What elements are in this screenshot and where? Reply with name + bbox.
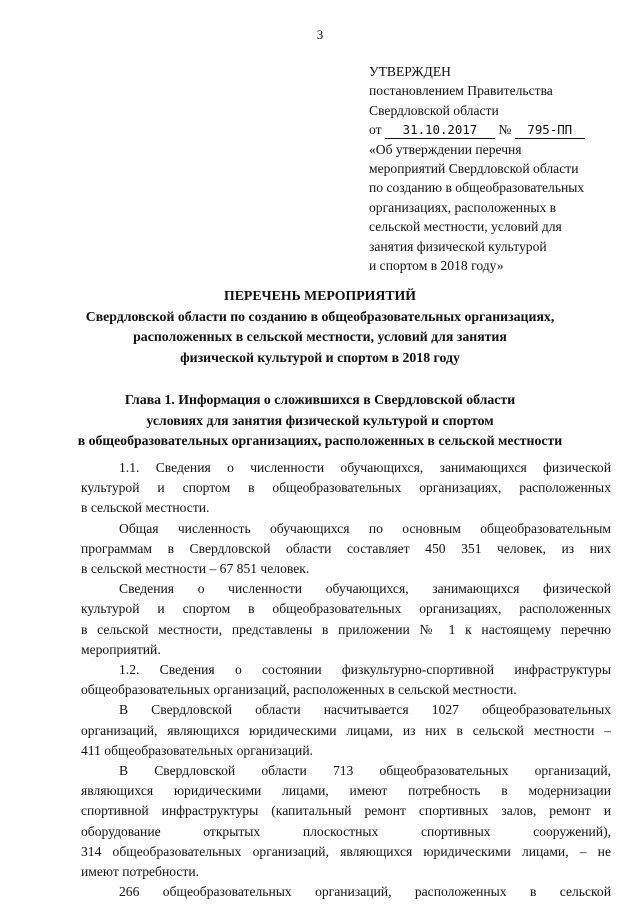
body-line: общеобразовательных организаций, расположенных в сельской местности. bbox=[81, 682, 517, 698]
approval-subject-line: занятия физической культурой bbox=[369, 238, 547, 254]
body-line: 1.2. Сведения о состоянии физкультурно-спортивной инфраструктуры bbox=[119, 662, 611, 678]
approval-line-1: постановлением Правительства bbox=[369, 83, 553, 99]
body-line: в сельской местности, представлены в приложении № 1 к настоящему перечню bbox=[81, 621, 611, 637]
number-label: № bbox=[498, 122, 512, 138]
body-line: мероприятий. bbox=[81, 641, 161, 657]
document-title bbox=[40, 286, 600, 368]
body-line: имеют потребности. bbox=[81, 864, 200, 880]
approval-subject-line: мероприятий Свердловской области bbox=[369, 161, 579, 177]
approval-date: 31.10.2017 bbox=[385, 122, 495, 139]
approval-line-2: Свердловской области bbox=[369, 102, 499, 118]
body-line: В Свердловской области насчитывается 1027 общеобразовательных bbox=[119, 702, 611, 718]
body-line: 266 общеобразовательных организаций, расположенных в сельской bbox=[119, 884, 611, 900]
chapter-heading-line: условиях для занятия физической культурой и спортом bbox=[146, 412, 494, 428]
approval-subject-line: организациях, расположенных в bbox=[369, 199, 557, 215]
title-line: физической культурой и спортом в 2018 году bbox=[180, 349, 460, 365]
approval-heading: УТВЕРЖДЕН bbox=[369, 64, 451, 79]
approval-subject-line: «Об утверждении перечня bbox=[369, 141, 522, 157]
approval-subject-line: сельской местности, условий для bbox=[369, 219, 562, 235]
title-line: расположенных в сельской местности, условий для занятия bbox=[133, 329, 507, 344]
body-line: 314 общеобразовательных организаций, являющихся юридическими лицами, – не bbox=[81, 843, 611, 859]
date-label: от bbox=[369, 122, 382, 138]
body-line: 1.1. Сведения о численности обучающихся, занимающихся физической bbox=[119, 460, 611, 475]
body-line: Общая численность обучающихся по основным общеобразовательным bbox=[119, 520, 611, 536]
approval-block bbox=[369, 62, 619, 275]
body-line: 411 общеобразовательных организаций. bbox=[81, 742, 313, 758]
document-body bbox=[81, 458, 611, 902]
approval-date-number-line bbox=[369, 120, 619, 139]
approval-subject-line: по созданию в общеобразовательных bbox=[369, 180, 585, 196]
body-line: организаций, являющихся юридическими лицами, из них в сельской местности – bbox=[81, 722, 611, 738]
body-line: в сельской местности – 67 851 человек. bbox=[81, 561, 310, 577]
body-line: спортивной инфраструктуры (капитальный ремонт спортивных залов, ремонт и bbox=[81, 803, 611, 819]
approval-subject-line: и спортом в 2018 году» bbox=[369, 258, 504, 274]
page-number: 3 bbox=[316, 27, 324, 42]
body-line: культурой и спортом в общеобразовательных организациях, расположенных bbox=[81, 480, 611, 496]
body-line: в сельской местности. bbox=[81, 500, 210, 516]
body-line: культурой и спортом в общеобразовательных организациях, расположенных bbox=[81, 601, 611, 617]
approval-number: 795-ПП bbox=[515, 122, 585, 139]
title-line: Свердловской области по созданию в общеобразовательных организациях, bbox=[85, 308, 555, 324]
body-line: оборудование открытых плоскостных спортивных сооружений), bbox=[81, 823, 611, 839]
title-line: ПЕРЕЧЕНЬ МЕРОПРИЯТИЙ bbox=[223, 288, 417, 303]
chapter-heading bbox=[40, 390, 600, 452]
body-line: являющихся юридическими лицами, имеют потребность в модернизации bbox=[81, 783, 611, 799]
body-line: Сведения о численности обучающихся, занимающихся физической bbox=[119, 581, 611, 597]
body-line: В Свердловской области 713 общеобразовательных организаций, bbox=[119, 763, 611, 779]
chapter-heading-line: в общеобразовательных организациях, расположенных в сельской местности bbox=[77, 433, 563, 448]
chapter-heading-line: Глава 1. Информация о сложившихся в Свердловской области bbox=[124, 392, 516, 407]
body-line: программам в Свердловской области составляет 450 351 человек, из них bbox=[81, 540, 611, 556]
